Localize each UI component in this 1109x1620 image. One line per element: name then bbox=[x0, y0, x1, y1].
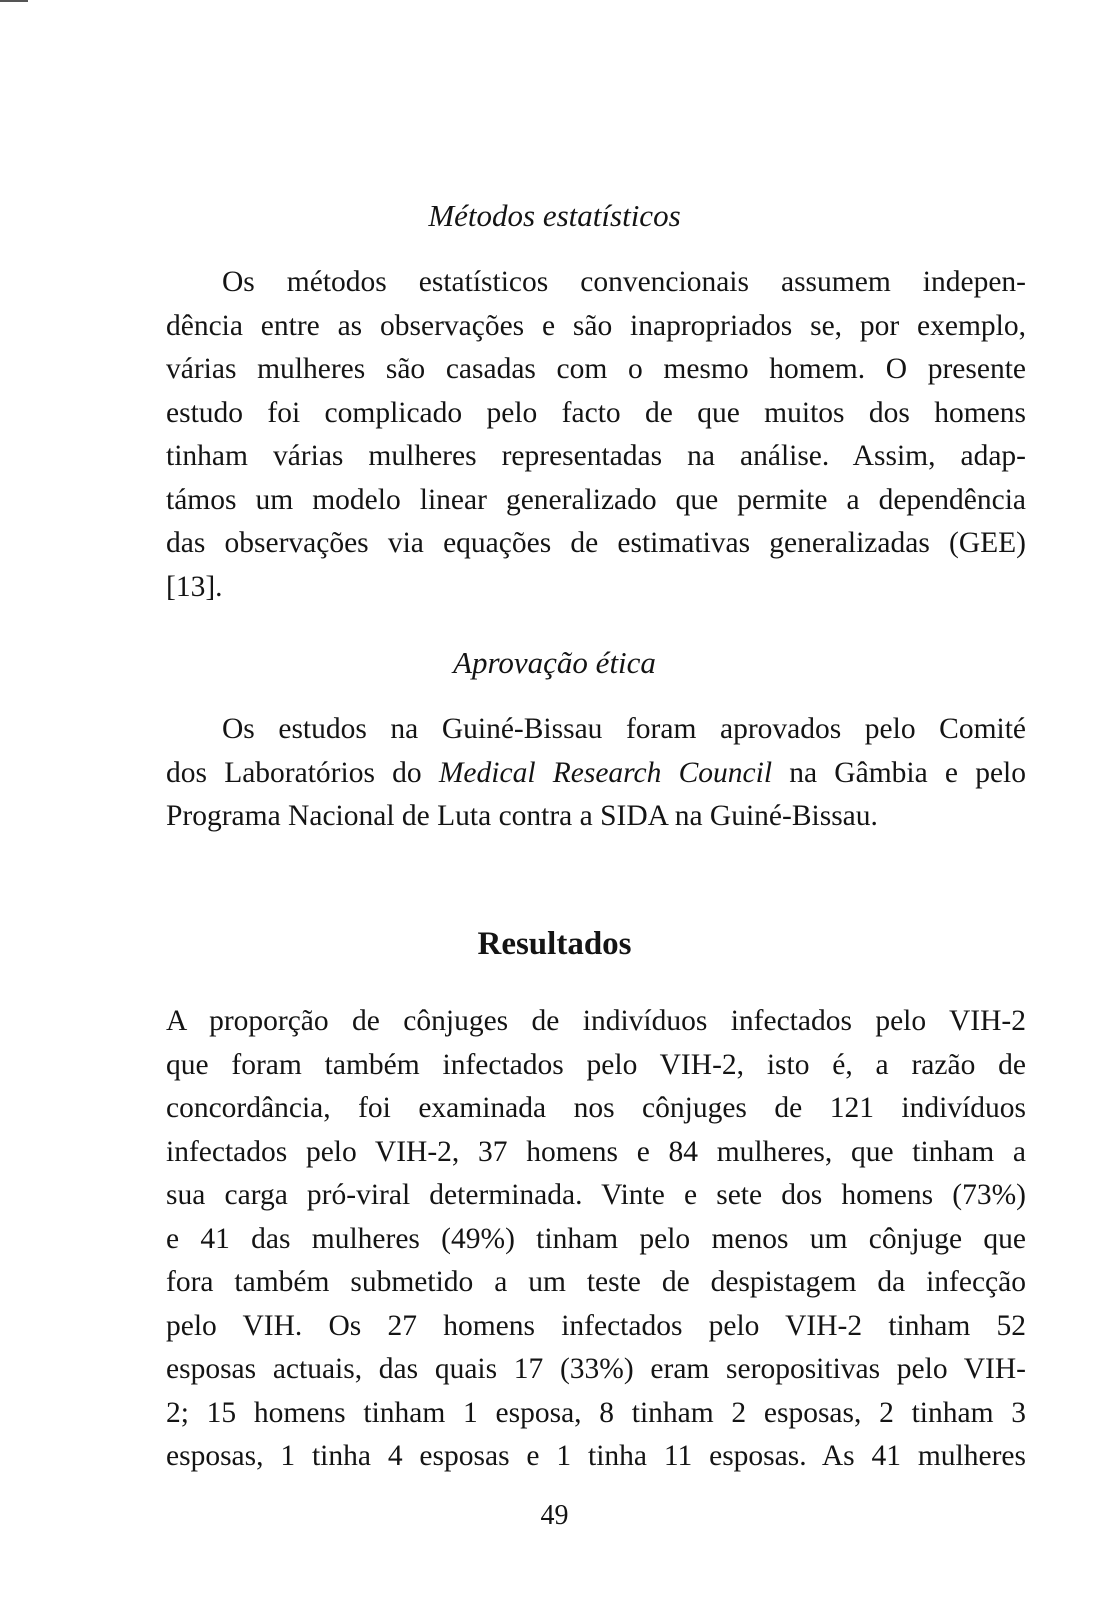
text-line: concordância, foi examinada nos cônjuges de 121 indivíduos bbox=[166, 1092, 1026, 1124]
text-line: Programa Nacional de Luta contra a SIDA na Guiné-Bissau. bbox=[166, 800, 878, 832]
paragraph-metodos bbox=[166, 261, 1026, 609]
text-line: támos um modelo linear generalizado que permite a dependência bbox=[166, 483, 1026, 516]
text-line: e 41 das mulheres (49%) tinham pelo menos um cônjuge que bbox=[166, 1222, 1026, 1255]
heading-aprovacao-etica: Aprovação ética bbox=[453, 645, 656, 680]
paragraph-resultados bbox=[166, 1000, 1026, 1479]
text-line: sua carga pró-viral determinada. Vinte e sete dos homens (73%) bbox=[166, 1179, 1026, 1211]
text-line bbox=[166, 752, 1026, 796]
text-line: várias mulheres são casadas com o mesmo homem. O presente bbox=[166, 353, 1026, 385]
text-line: estudo foi complicado pelo facto de que muitos dos homens bbox=[166, 396, 1026, 429]
text-line: esposas actuais, das quais 17 (33%) eram seropositivas pelo VIH- bbox=[166, 1353, 1026, 1385]
text-line: fora também submetido a um teste de despistagem da infecção bbox=[166, 1266, 1026, 1298]
heading-resultados: Resultados bbox=[477, 926, 632, 962]
text-line: tinham várias mulheres representadas na análise. Assim, adap- bbox=[166, 440, 1026, 472]
italic-institution-name: Medical Research Council bbox=[438, 756, 773, 789]
text-line: das observações via equações de estimativas generalizadas (GEE) bbox=[166, 527, 1026, 559]
text-line: que foram também infectados pelo VIH-2, isto é, a razão de bbox=[166, 1048, 1026, 1081]
scan-edge-mark bbox=[0, 0, 28, 2]
text-line: infectados pelo VIH-2, 37 homens e 84 mulheres, que tinham a bbox=[166, 1135, 1026, 1168]
text-line: dência entre as observações e são inapropriados se, por exemplo, bbox=[166, 309, 1026, 342]
text-line: Os métodos estatísticos convencionais assumem indepen- bbox=[222, 266, 1026, 298]
paragraph-aprovacao bbox=[166, 708, 1026, 839]
text-fragment: na Gâmbia e pelo bbox=[772, 756, 1026, 789]
text-line: A proporção de cônjuges de indivíduos infectados pelo VIH-2 bbox=[166, 1005, 1026, 1037]
heading-metodos-estatisticos: Métodos estatísticos bbox=[428, 198, 681, 233]
text-line: esposas, 1 tinha 4 esposas e 1 tinha 11 esposas. As 41 mulheres bbox=[166, 1440, 1026, 1472]
text-line: Os estudos na Guiné-Bissau foram aprovados pelo Comité bbox=[222, 713, 1026, 745]
text-fragment: dos Laboratórios do bbox=[166, 756, 439, 789]
text-line: [13]. bbox=[166, 570, 223, 603]
text-line: 2; 15 homens tinham 1 esposa, 8 tinham 2 esposas, 2 tinham 3 bbox=[166, 1396, 1026, 1429]
text-line: pelo VIH. Os 27 homens infectados pelo VIH-2 tinham 52 bbox=[166, 1309, 1026, 1342]
page-number: 49 bbox=[540, 1500, 569, 1531]
